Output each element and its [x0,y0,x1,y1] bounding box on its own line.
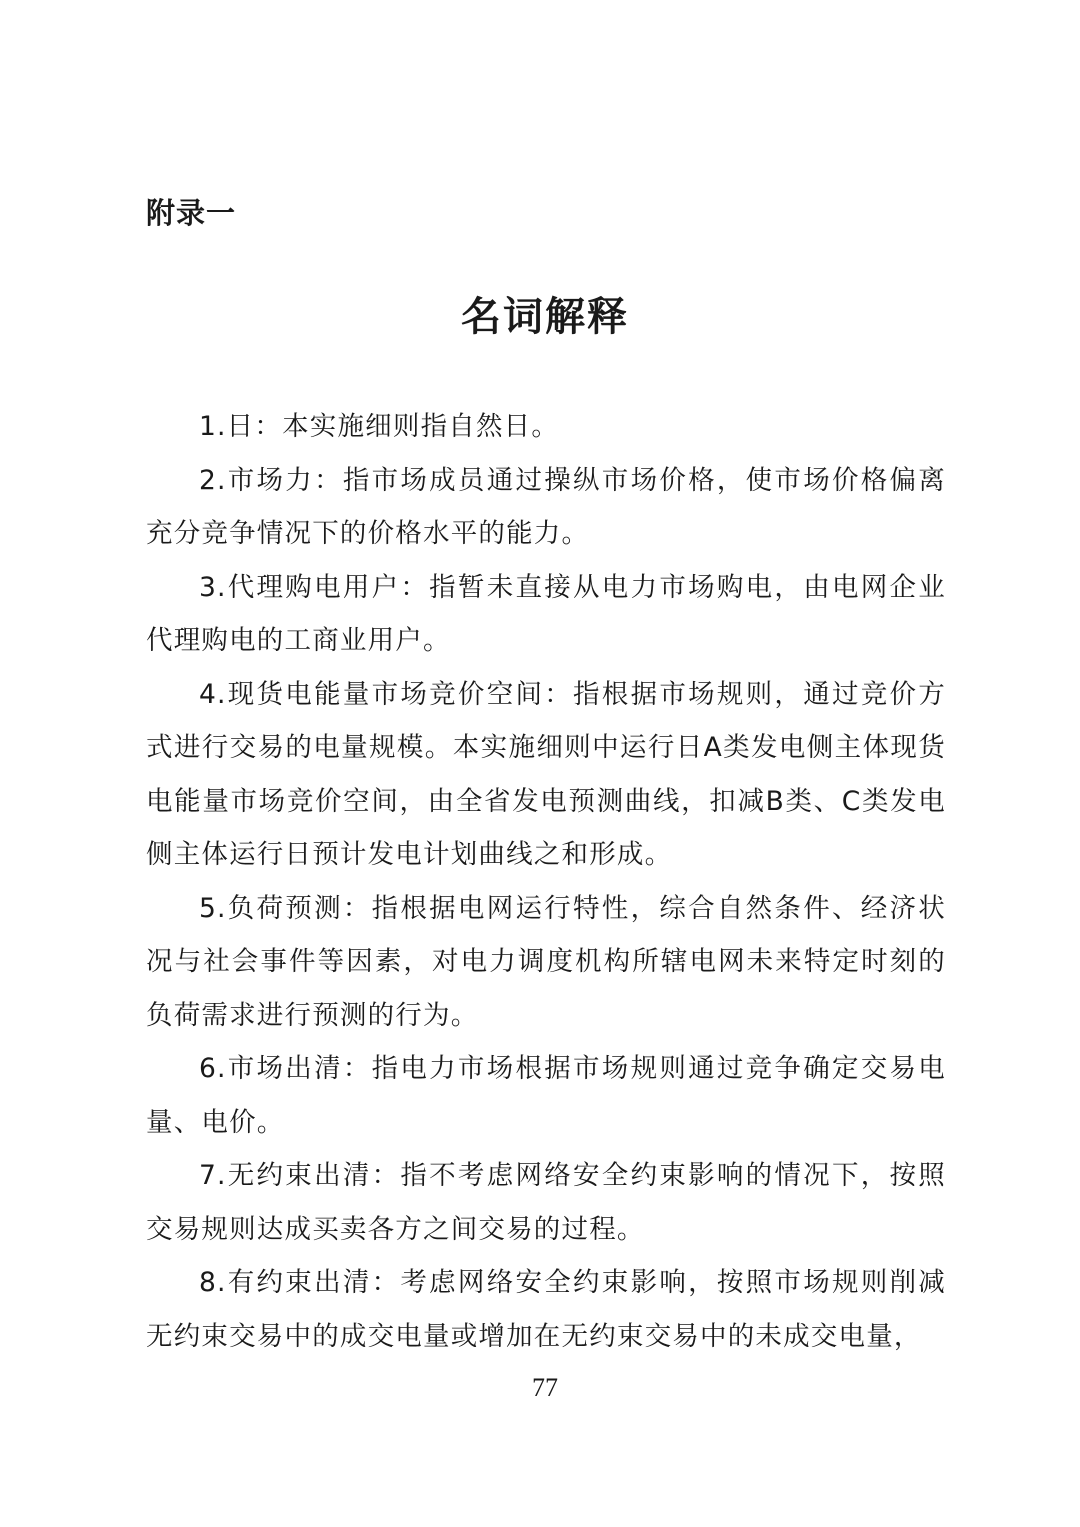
definition-paragraph: 6.市场出清：指电力市场根据市场规则通过竞争确定交易电量、电价。 [146,1053,946,1138]
definition-paragraph: 1.日：本实施细则指自然日。 [199,411,560,442]
definition-paragraph: 7.无约束出清：指不考虑网络安全约束影响的情况下，按照交易规则达成买卖各方之间交易的过程。 [146,1160,946,1245]
appendix-label: 附录一 [146,196,237,230]
page-title: 名词解释 [461,294,629,340]
definitions-body [146,400,946,1363]
definition-paragraph: 5.负荷预测：指根据电网运行特性，综合自然条件、经济状况与社会事件等因素，对电力调度机构所辖电网未来特定时刻的负荷需求进行预测的行为。 [146,892,946,1031]
page-number: 77 [532,1373,558,1402]
definition-paragraph: 8.有约束出清：考虑网络安全约束影响，按照市场规则削减无约束交易中的成交电量或增加在无约束交易中的未成交电量， [146,1267,946,1352]
definition-paragraph: 2.市场力：指市场成员通过操纵市场价格，使市场价格偏离充分竞争情况下的价格水平的能力。 [146,464,946,549]
definition-paragraph: 4.现货电能量市场竞价空间：指根据市场规则，通过竞价方式进行交易的电量规模。本实施细则中运行日A类发电侧主体现货电能量市场竞价空间，由全省发电预测曲线，扣减B类、C类发电侧主体运行日预计发电计划曲线之和形成。 [146,678,946,870]
definition-paragraph: 3.代理购电用户：指暂未直接从电力市场购电，由电网企业代理购电的工商业用户。 [146,571,946,656]
